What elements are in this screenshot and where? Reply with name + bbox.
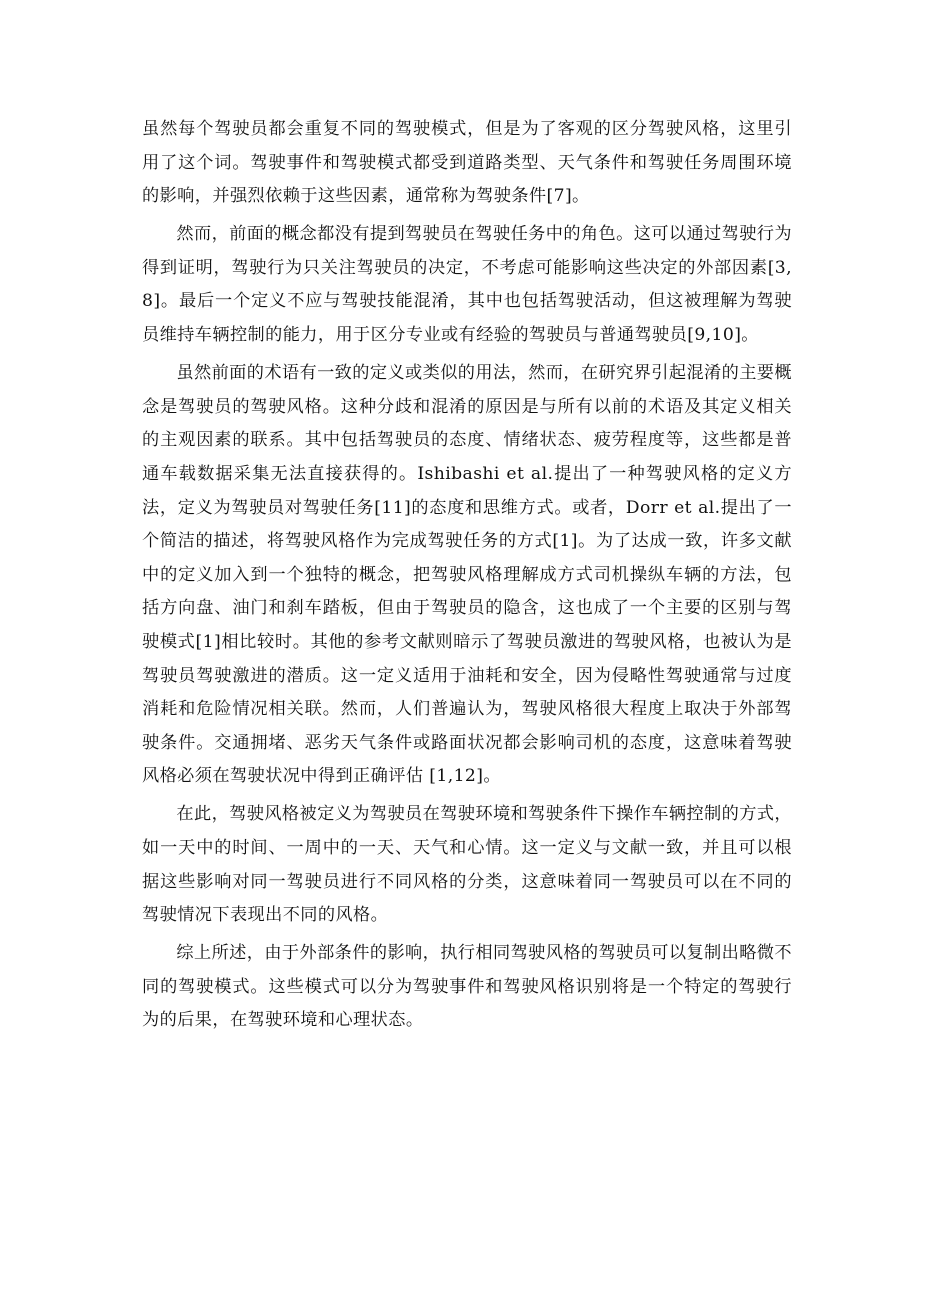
- paragraph-1: 虽然每个驾驶员都会重复不同的驾驶模式，但是为了客观的区分驾驶风格，这里引用了这个词。驾驶事件和驾驶模式都受到道路类型、天气条件和驾驶任务周围环境的影响，并强烈依赖于这些因素，通常称为驾驶条件[7]。: [142, 119, 792, 207]
- paragraph-5: 综上所述，由于外部条件的影响，执行相同驾驶风格的驾驶员可以复制出略微不同的驾驶模式。这些模式可以分为驾驶事件和驾驶风格识别将是一个特定的驾驶行为的后果，在驾驶环境和心理状态。: [142, 943, 792, 1031]
- document-body: [142, 113, 792, 1043]
- paragraph-2: 然而，前面的概念都没有提到驾驶员在驾驶任务中的角色。这可以通过驾驶行为得到证明，驾驶行为只关注驾驶员的决定，不考虑可能影响这些决定的外部因素[3,8]。最后一个定义不应与驾驶技能混淆，其中也包括驾驶活动，但这被理解为驾驶员维持车辆控制的能力，用于区分专业或有经验的驾驶员与普通驾驶员[9,10]。: [142, 224, 792, 346]
- paragraph-3: 虽然前面的术语有一致的定义或类似的用法，然而，在研究界引起混淆的主要概念是驾驶员的驾驶风格。这种分歧和混淆的原因是与所有以前的术语及其定义相关的主观因素的联系。其中包括驾驶员的态度、情绪状态、疲劳程度等，这些都是普通车载数据采集无法直接获得的。Ishibashi et al.提出了一种驾驶风格的定义方法，定义为驾驶员对驾驶任务[11]的态度和思维方式。或者，Dorr et al.提出了一个简洁的描述，将驾驶风格作为完成驾驶任务的方式[1]。为了达成一致，许多文献中的定义加入到一个独特的概念，把驾驶风格理解成方式司机操纵车辆的方法，包括方向盘、油门和刹车踏板，但由于驾驶员的隐含，这也成了一个主要的区别与驾驶模式[1]相比较时。其他的参考文献则暗示了驾驶员激进的驾驶风格，也被认为是驾驶员驾驶激进的潜质。这一定义适用于油耗和安全，因为侵略性驾驶通常与过度消耗和危险情况相关联。然而，人们普遍认为，驾驶风格很大程度上取决于外部驾驶条件。交通拥堵、恶劣天气条件或路面状况都会影响司机的态度，这意味着驾驶风格必须在驾驶状况中得到正确评估 [1,12]。: [142, 363, 792, 787]
- paragraph-4: 在此，驾驶风格被定义为驾驶员在驾驶环境和驾驶条件下操作车辆控制的方式，如一天中的时间、一周中的一天、天气和心情。这一定义与文献一致，并且可以根据这些影响对同一驾驶员进行不同风格的分类，这意味着同一驾驶员可以在不同的驾驶情况下表现出不同的风格。: [142, 804, 792, 926]
